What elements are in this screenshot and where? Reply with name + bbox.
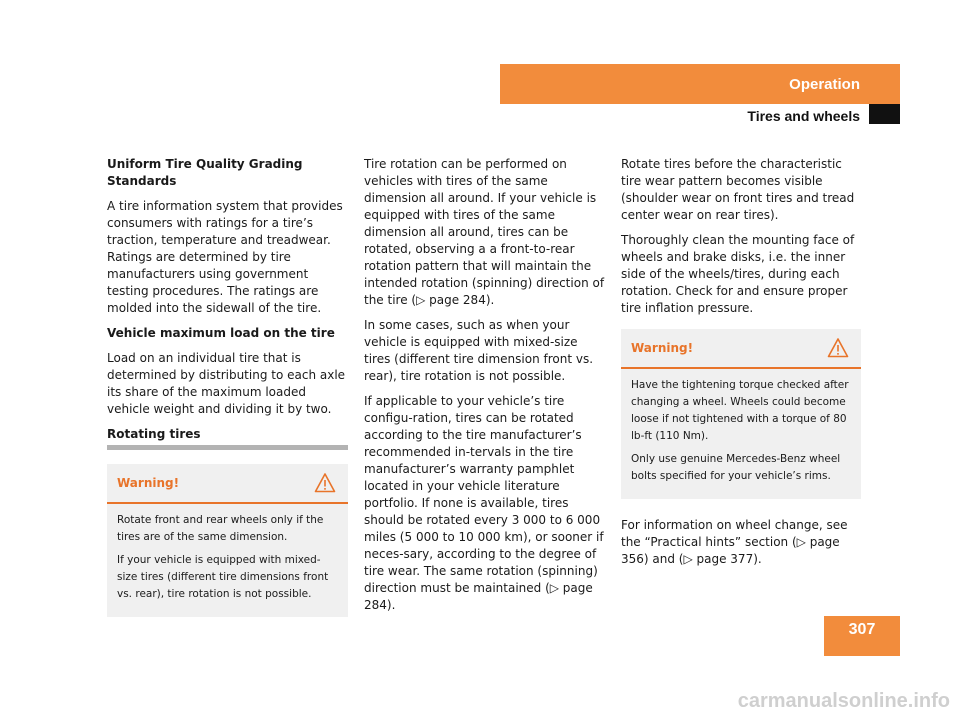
paragraph-utqg: A tire information system that provides consumers with ratings for a tire’s traction, temperature and treadwear. Ratings are determined by tire manufacturers using government testing procedures. The ratings are molded into the sidewall of the tire. — [107, 199, 343, 315]
warning-triangle-icon — [827, 337, 849, 359]
paragraph-rotation-interval: If applicable to your vehicle’s tire configu-ration, tires can be rotated according to the tire manufacturer’s recommended in-tervals in the tire manufacturer’s warranty pamphlet located in your vehicle literature portfolio. If none is available, tires should be rotated every 3 000 to 6 000 miles (5 000 to 10 000 km), or sooner if neces-sary, according to the degree of tire wear. The same rotation (spinning) direction must be maintained (▷ page 284). — [364, 394, 604, 612]
warning-triangle-icon — [314, 472, 336, 494]
paragraph-wheel-change-reference: For information on wheel change, see the “Practical hints” section (▷ page 356) and (▷ page 377). — [621, 518, 848, 566]
subsection-title: Tires and wheels — [747, 108, 860, 124]
section-title: Operation — [789, 75, 860, 93]
warning-body — [621, 369, 861, 499]
warning-text-2: Only use genuine Mercedes-Benz wheel bolts specified for your vehicle’s rims. — [631, 453, 841, 482]
column-1 — [107, 156, 348, 617]
heading-max-load: Vehicle maximum load on the tire — [107, 326, 335, 340]
column-2 — [364, 156, 606, 622]
warning-box-torque — [621, 329, 861, 499]
warning-text-2: If your vehicle is equipped with mixed-size tires (different tire dimensions front vs. rear), tire rotation is not possible. — [117, 554, 329, 600]
warning-header — [621, 329, 861, 369]
watermark: carmanualsonline.info — [737, 690, 950, 712]
warning-box-rotation — [107, 464, 348, 617]
warning-title: Warning! — [117, 475, 180, 490]
paragraph-clean-mounting: Thoroughly clean the mounting face of wheels and brake disks, i.e. the inner side of the wheels/tires, during each rotation. Check for and ensure proper tire inflation pressure. — [621, 233, 855, 315]
paragraph-rotation-same-dimension: Tire rotation can be performed on vehicles with tires of the same dimension all around. If your vehicle is equipped with tires of the same dimension all around, tires can be rotated, observing a a front-to-rear rotation pattern that will maintain the intended rotation (spinning) direction of the tire (▷ page 284). — [364, 157, 605, 307]
paragraph-rotate-before-wear: Rotate tires before the characteristic tire wear pattern becomes visible (shoulder wear on front tires and tread center wear on rear tires). — [621, 157, 855, 222]
warning-body — [107, 504, 348, 617]
page-number-box — [824, 616, 900, 656]
paragraph-mixed-size: In some cases, such as when your vehicle is equipped with mixed-size tires (different tire dimension front vs. rear), tire rotation is not possible. — [364, 318, 594, 383]
warning-text-1: Have the tightening torque checked after changing a wheel. Wheels could become loose if not tightened with a torque of 80 lb-ft (110 Nm). — [631, 379, 849, 442]
warning-title: Warning! — [631, 340, 694, 355]
heading-utqg: Uniform Tire Quality Grading Standards — [107, 157, 303, 188]
section-tab-marker — [869, 104, 900, 124]
section-rule — [107, 445, 348, 450]
page-number: 307 — [848, 621, 876, 638]
column-3 — [621, 156, 861, 576]
section-banner — [500, 64, 900, 104]
warning-text-1: Rotate front and rear wheels only if the tires are of the same dimension. — [117, 514, 324, 543]
heading-rotating-tires: Rotating tires — [107, 427, 201, 441]
warning-header — [107, 464, 348, 504]
paragraph-max-load: Load on an individual tire that is determined by distributing to each axle its share of the maximum loaded vehicle weight and dividing it by two. — [107, 351, 346, 416]
